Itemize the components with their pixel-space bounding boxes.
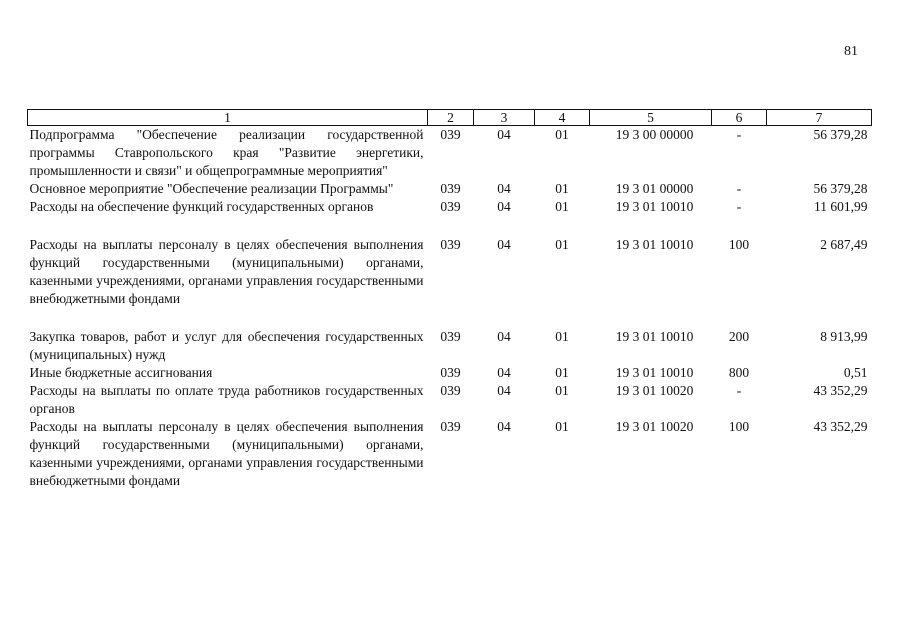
- row-amount: 43 352,29: [813, 419, 868, 434]
- row-expense-type: 100: [728, 237, 750, 252]
- row-subsection: 01: [555, 181, 569, 196]
- page-number: 81: [844, 44, 858, 59]
- header-col-target-article: 5: [590, 110, 712, 126]
- row-amount: 0,51: [843, 365, 868, 380]
- row-expense-type: 200: [728, 329, 750, 344]
- row-ministry: 039: [440, 237, 461, 252]
- row-ministry: 039: [440, 365, 461, 380]
- row-subsection: 01: [555, 199, 569, 214]
- row-target-article: 19 3 01 10010: [615, 365, 694, 380]
- row-expense-type: -: [736, 127, 742, 142]
- table-row: [28, 126, 872, 181]
- row-ministry: 039: [440, 199, 461, 214]
- row-expense-type: 800: [728, 365, 750, 380]
- table-row: [28, 364, 872, 382]
- row-amount: 56 379,28: [813, 181, 868, 196]
- row-name: Закупка товаров, работ и услуг для обеспечения государственных (муниципальных) нужд: [29, 329, 424, 362]
- row-section: 04: [497, 181, 511, 196]
- row-amount: 43 352,29: [813, 383, 868, 398]
- row-section: 04: [497, 419, 511, 434]
- row-name: Основное мероприятие "Обеспечение реализации Программы": [29, 181, 394, 196]
- row-target-article: 19 3 01 10020: [615, 419, 694, 434]
- header-col-subsection: 4: [535, 110, 590, 126]
- row-target-article: 19 3 01 10020: [615, 383, 694, 398]
- header-col-ministry: 2: [428, 110, 474, 126]
- row-ministry: 039: [440, 329, 461, 344]
- row-section: 04: [497, 127, 511, 142]
- row-name: Иные бюджетные ассигнования: [29, 365, 213, 380]
- row-expense-type: -: [736, 383, 742, 398]
- row-subsection: 01: [555, 383, 569, 398]
- header-col-expense-type: 6: [712, 110, 767, 126]
- row-expense-type: -: [736, 199, 742, 214]
- row-target-article: 19 3 01 10010: [615, 237, 694, 252]
- row-ministry: 039: [440, 181, 461, 196]
- row-section: 04: [497, 329, 511, 344]
- table-row: [28, 418, 872, 490]
- table-row: [28, 382, 872, 418]
- row-subsection: 01: [555, 127, 569, 142]
- budget-table: [27, 109, 872, 490]
- row-name: Подпрограмма "Обеспечение реализации государственной программы Ставропольского края "Развитие энергетики, промышленности и связи" и общепрограммные мероприятия": [29, 127, 424, 178]
- row-section: 04: [497, 199, 511, 214]
- row-expense-type: 100: [728, 419, 750, 434]
- table-header-row: [28, 110, 872, 126]
- row-amount: 2 687,49: [820, 237, 868, 252]
- table-row: [28, 180, 872, 198]
- table-row: [28, 198, 872, 236]
- row-target-article: 19 3 00 00000: [615, 127, 694, 142]
- row-subsection: 01: [555, 237, 569, 252]
- row-amount: 11 601,99: [814, 199, 868, 214]
- row-expense-type: -: [736, 181, 742, 196]
- header-col-amount: 7: [767, 110, 872, 126]
- row-name: Расходы на выплаты персоналу в целях обеспечения выполнения функций государственными (муниципальными) органами, казенными учреждениями, органами управления государственными внебюджетными фондами: [29, 419, 424, 488]
- table-row: [28, 328, 872, 364]
- row-target-article: 19 3 01 10010: [615, 329, 694, 344]
- header-col-section: 3: [474, 110, 535, 126]
- row-section: 04: [497, 237, 511, 252]
- row-subsection: 01: [555, 419, 569, 434]
- row-name: Расходы на выплаты по оплате труда работников государственных органов: [29, 383, 424, 416]
- row-target-article: 19 3 01 10010: [615, 199, 694, 214]
- row-name: Расходы на обеспечение функций государственных органов: [29, 199, 374, 214]
- row-section: 04: [497, 383, 511, 398]
- header-col-name: 1: [28, 110, 428, 126]
- row-subsection: 01: [555, 329, 569, 344]
- row-target-article: 19 3 01 00000: [615, 181, 694, 196]
- row-ministry: 039: [440, 127, 461, 142]
- row-ministry: 039: [440, 419, 461, 434]
- row-ministry: 039: [440, 383, 461, 398]
- table-row: [28, 236, 872, 328]
- row-amount: 8 913,99: [820, 329, 868, 344]
- row-name: Расходы на выплаты персоналу в целях обеспечения выполнения функций государственными (муниципальными) органами, казенными учреждениями, органами управления государственными внебюджетными фондами: [29, 237, 424, 306]
- row-subsection: 01: [555, 365, 569, 380]
- row-section: 04: [497, 365, 511, 380]
- row-amount: 56 379,28: [813, 127, 868, 142]
